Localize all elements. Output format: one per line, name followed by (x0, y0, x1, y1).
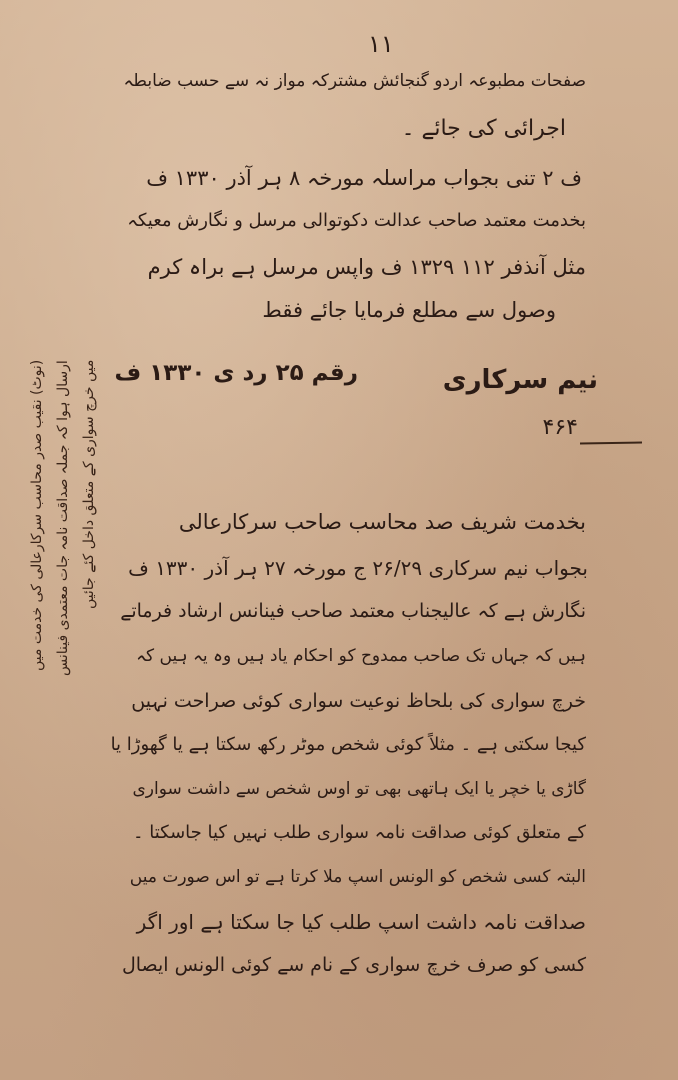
top-line-6: وصول سے مطلع فرمایا جائے فقط (262, 298, 556, 322)
heading-date: رقم ۲۵ رد ی ۱۳۳۰ ف (114, 360, 358, 386)
body-line-1: بجواب نیم سرکاری ۲۶/۲۹ ج مورخہ ۲۷ ہر آذر ۱۳۳۰ ف (128, 556, 588, 580)
body-line-10: کسی کو صرف خرچ سواری کے نام سے کوئی الونس ایصال (121, 954, 586, 976)
body-line-5: کیجا سکتی ہے ۔ مثلاً کوئی شخص موٹر رکھ سکتا ہے یا گھوڑا یا (110, 734, 586, 755)
number-underline (580, 441, 642, 444)
body-line-7: کے متعلق کوئی صداقت نامہ سواری طلب نہیں کیا جاسکتا ۔ (132, 822, 586, 843)
top-line-5: مثل آنذفر ۱۱۲ ۱۳۲۹ ف واپس مرسل ہے براہ کرم (147, 255, 586, 279)
margin-note (24, 360, 104, 1010)
top-line-2: اجرائی کی جائے ۔ (401, 116, 566, 141)
address-line: بخدمت شریف صد محاسب صاحب سرکارعالی (178, 510, 586, 534)
body-line-8: البتہ کسی شخص کو الونس اسپ ملا کرتا ہے تو اس صورت میں (129, 867, 586, 887)
body-line-2: نگارش ہے کہ عالیجناب معتمد صاحب فینانس ارشاد فرماتے (120, 600, 586, 622)
margin-note-line-3: میں خرچ سواری کے متعلق داخل کئے جائیں (81, 360, 97, 610)
margin-note-line-1: (نوٹ) نقیب صدر محاسب سرکارعالی کی خدمت میں (29, 360, 45, 672)
top-line-3: ف ۲ تنی بجواب مراسلہ مورخہ ۸ ہر آذر ۱۳۳۰ ف (146, 166, 582, 190)
top-line-4: بخدمت معتمد صاحب عدالت دکوتوالی مرسل و نگارش معیکہ (127, 210, 586, 231)
body-line-9: صداقت نامہ داشت اسپ طلب کیا جا سکتا ہے اور اگر (136, 910, 586, 934)
top-line-1: صفحات مطبوعہ اردو گنجائش مشترکہ مواز نہ سے حسب ضابطہ (123, 71, 586, 91)
page-number: ۱۱ (368, 30, 394, 58)
body-line-6: گاڑی یا خچر یا ایک ہاتھی بھی تو اوس شخص سے داشت سواری (132, 779, 586, 799)
margin-note-line-2: ارسال ہوا کہ جملہ صداقت نامہ جات معتمدی فینانس (55, 360, 71, 676)
heading-label: نیم سرکاری (442, 365, 598, 395)
body-line-3: ہیں کہ جہاں تک صاحب ممدوح کو احکام یاد ہیں وہ یہ ہیں کہ (136, 646, 586, 666)
body-line-4: خرچ سواری کی بلحاظ نوعیت سواری کوئی صراحت نہیں (131, 690, 586, 712)
heading-number: ۴۶۴ (542, 415, 578, 440)
